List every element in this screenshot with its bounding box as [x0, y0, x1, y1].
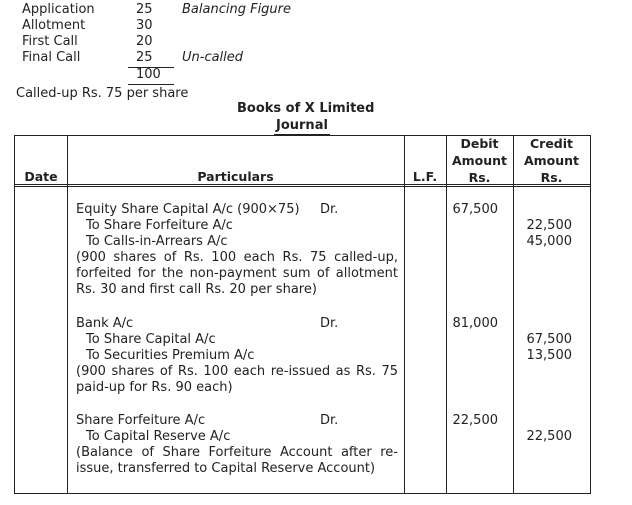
- call-label-first-call: First Call: [22, 34, 78, 49]
- journal-entry-reissue: [76, 316, 398, 396]
- calls-total: 100: [136, 67, 161, 82]
- call-amount-final-call: 25: [136, 50, 153, 65]
- call-note-final-call: Un-called: [182, 50, 244, 65]
- header-double-rule: [14, 186, 591, 187]
- header-particulars: Particulars: [197, 169, 274, 184]
- journal-title: Journal: [276, 118, 328, 133]
- header-lf: L.F.: [412, 169, 438, 184]
- call-label-final-call: Final Call: [22, 50, 81, 65]
- credit-account: To Share Forfeiture A/c: [86, 218, 233, 233]
- credit-amount: 22,500: [526, 429, 572, 444]
- credit-amount: 67,500: [526, 332, 572, 347]
- debit-amount: 81,000: [452, 316, 498, 331]
- call-note-application: Balancing Figure: [182, 2, 292, 17]
- credit-account: To Securities Premium A/c: [86, 348, 255, 363]
- table-bottom-border: [14, 493, 591, 494]
- credit-account: To Capital Reserve A/c: [86, 429, 231, 444]
- call-amount-allotment: 30: [136, 18, 153, 33]
- col-border-right: [590, 135, 591, 494]
- credit-amount: 45,000: [526, 234, 572, 249]
- header-credit-line-1: Credit: [529, 136, 574, 151]
- header-credit: [513, 135, 590, 186]
- total-rule-bottom: [128, 84, 174, 85]
- debit-amount: 67,500: [452, 202, 498, 217]
- narration: (900 shares of Rs. 100 each re-issued as Rs. 75 paid-up for Rs. 90 each): [76, 364, 398, 395]
- col-border-date: [67, 135, 68, 494]
- narration: (Balance of Share Forfeiture Account after re-issue, transferred to Capital Reserve Account): [76, 445, 398, 476]
- col-border-left: [14, 135, 15, 494]
- credit-amount: 22,500: [526, 218, 572, 233]
- call-amount-application: 25: [136, 2, 153, 17]
- dr-label: Dr.: [320, 316, 339, 331]
- credit-account: To Share Capital A/c: [86, 332, 216, 347]
- journal-entry-capital-reserve: [76, 413, 398, 477]
- col-border-lf: [446, 135, 447, 494]
- call-label-allotment: Allotment: [22, 18, 86, 33]
- call-amount-first-call: 20: [136, 34, 153, 49]
- debit-account: Share Forfeiture A/c: [76, 413, 206, 428]
- header-debit-line-1: Debit: [460, 136, 499, 151]
- debit-amount: 22,500: [452, 413, 498, 428]
- header-credit-line-2: Amount: [523, 153, 580, 168]
- call-label-application: Application: [22, 2, 95, 17]
- header-credit-line-3: Rs.: [540, 170, 563, 185]
- debit-account: Equity Share Capital A/c (900×75): [76, 202, 300, 217]
- dr-label: Dr.: [320, 413, 339, 428]
- header-date: Date: [24, 169, 58, 184]
- journal-entry-forfeiture: [76, 202, 398, 298]
- col-border-particulars: [404, 135, 405, 494]
- dr-label: Dr.: [320, 202, 339, 217]
- credit-account: To Calls-in-Arrears A/c: [86, 234, 228, 249]
- narration: (900 shares of Rs. 100 each Rs. 75 called-up, forfeited for the non-payment sum of allotment Rs. 30 and first call Rs. 20 per share): [76, 250, 398, 297]
- credit-amount: 13,500: [526, 348, 572, 363]
- debit-account: Bank A/c: [76, 316, 134, 331]
- header-debit-line-2: Amount: [451, 153, 508, 168]
- company-title: Books of X Limited: [237, 101, 375, 116]
- called-up-note: Called-up Rs. 75 per share: [16, 86, 189, 101]
- header-debit: [446, 135, 513, 186]
- header-debit-line-3: Rs.: [468, 170, 491, 185]
